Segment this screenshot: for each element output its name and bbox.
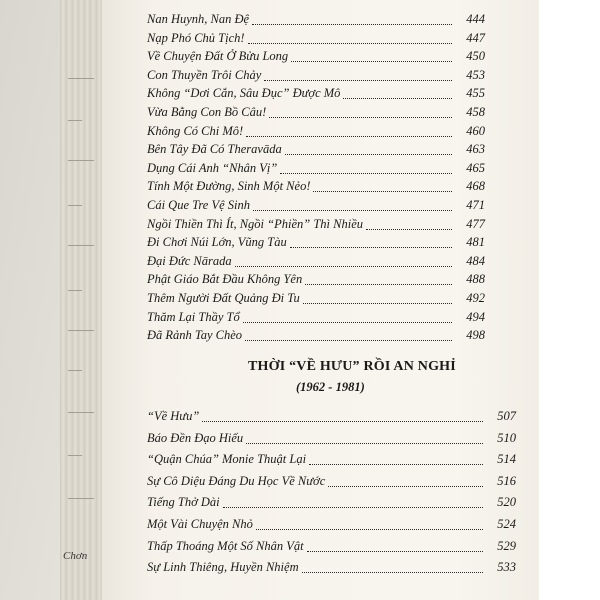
toc-page-number: 465 — [466, 160, 485, 175]
toc-entry-title: Không Có Chi Mô! — [147, 123, 244, 138]
toc-entry — [147, 538, 516, 554]
toc-entry — [147, 409, 516, 424]
page-edge-line — [68, 498, 94, 499]
toc-page-number: 488 — [466, 272, 485, 287]
toc-leader-dots — [303, 303, 452, 304]
toc-entry-title: “Quận Chúa” Monie Thuật Lại — [147, 452, 307, 467]
toc-leader-dots — [305, 284, 452, 285]
toc-entry — [147, 160, 485, 176]
toc-leader-dots — [243, 322, 452, 323]
toc-page-number: 455 — [466, 86, 485, 101]
toc-entry-title: Ngồi Thiền Thì Ít, Ngồi “Phiền” Thì Nhiều — [147, 216, 363, 231]
toc-entry-title: Tính Một Đường, Sinh Một Nẻo! — [147, 179, 311, 194]
toc-leader-dots — [245, 340, 452, 341]
toc-entry-title: Cái Que Tre Vệ Sinh — [147, 198, 251, 212]
toc-entry-title: Đi Chơi Núi Lớn, Vũng Tàu — [147, 235, 287, 250]
toc-leader-dots — [252, 24, 452, 25]
page-edge-line — [68, 455, 82, 456]
toc-entry-title: Một Vài Chuyện Nhỏ — [147, 517, 253, 531]
toc-leader-dots — [223, 507, 483, 508]
section-years: (1962 - 1981) — [296, 380, 365, 394]
page-edge-line — [68, 205, 82, 206]
toc-leader-dots — [307, 551, 483, 552]
toc-page-number: 450 — [466, 49, 485, 64]
toc-page-number: 529 — [497, 538, 516, 553]
toc-page-number: 453 — [466, 67, 485, 82]
page-edge-line — [68, 245, 94, 246]
toc-leader-dots — [285, 154, 452, 155]
toc-entry — [147, 430, 516, 446]
toc-entry-title: Thăm Lại Thầy Tổ — [147, 309, 240, 324]
toc-page-number: 510 — [497, 430, 516, 445]
toc-entry — [147, 179, 485, 194]
toc-page-number: 533 — [497, 560, 516, 575]
toc-entry-title: Tiếng Thở Dài — [147, 495, 220, 510]
toc-entry — [147, 560, 516, 575]
toc-entry — [147, 142, 485, 157]
toc-entry-title: Sự Linh Thiêng, Huyền Nhiệm — [147, 560, 299, 575]
toc-entry — [147, 67, 485, 83]
toc-leader-dots — [202, 421, 483, 422]
toc-entry-title: Không “Dơi Cắn, Sâu Đục” Được Mô — [147, 86, 341, 101]
toc-leader-dots — [291, 61, 452, 62]
toc-entry-title: Đã Rảnh Tay Chèo — [147, 328, 243, 343]
toc-page-number: 514 — [497, 452, 516, 467]
toc-entry-title: Báo Đền Đạo Hiếu — [147, 430, 244, 445]
toc-leader-dots — [246, 136, 452, 137]
toc-entry-title: Dụng Cái Anh “Nhân Vị” — [147, 160, 278, 175]
toc-leader-dots — [264, 80, 452, 81]
toc-entry — [147, 253, 485, 269]
toc-leader-dots — [366, 229, 452, 230]
toc-entry — [147, 30, 485, 46]
toc-page-number: 460 — [466, 123, 485, 138]
toc-leader-dots — [269, 117, 452, 118]
page-edge-line — [68, 78, 94, 79]
toc-page-number: 484 — [466, 253, 485, 268]
toc-leader-dots — [246, 443, 483, 444]
toc-page-number: 468 — [466, 179, 485, 194]
toc-leader-dots — [280, 173, 452, 174]
toc-page-number: 444 — [466, 12, 485, 26]
toc-leader-dots — [343, 98, 452, 99]
toc-leader-dots — [248, 43, 452, 44]
page-edge-line — [68, 290, 82, 291]
toc-entry — [147, 272, 485, 287]
toc-entry-title: Thêm Người Đất Quảng Đi Tu — [147, 291, 300, 305]
section-heading: THỜI “VỀ HƯU” RỒI AN NGHỈ — [248, 359, 456, 374]
toc-entry — [147, 517, 516, 532]
toc-entry-title: Đại Đức Nārada — [147, 253, 232, 268]
toc-leader-dots — [290, 247, 452, 248]
toc-page-number: 520 — [497, 495, 516, 510]
book-page-edges — [60, 0, 103, 600]
toc-entry — [147, 49, 485, 64]
toc-page-number: 498 — [466, 328, 485, 343]
toc-entry — [147, 86, 485, 101]
toc-page-number: 494 — [466, 309, 485, 324]
page-edge-line — [68, 160, 94, 161]
toc-page-number: 463 — [466, 142, 485, 157]
page-edge-line — [68, 120, 82, 121]
toc-entry-title: Thấp Thoáng Một Số Nhân Vật — [147, 538, 304, 553]
toc-page-number: 447 — [466, 30, 485, 45]
toc-page-number: 477 — [466, 216, 485, 231]
toc-entry-title: Con Thuyền Trôi Chảy — [147, 67, 262, 82]
toc-entry-title: Về Chuyện Đất Ở Bửu Long — [147, 49, 289, 64]
toc-entry — [147, 123, 485, 139]
toc-entry-title: Bên Tây Đã Có Theravāda — [147, 142, 282, 157]
toc-entry — [147, 328, 485, 343]
page-edge-text: Chơn — [63, 550, 88, 562]
toc-leader-dots — [256, 529, 483, 530]
toc-page-number: 492 — [466, 291, 485, 305]
toc-entry — [147, 235, 485, 250]
toc-entry — [147, 309, 485, 325]
toc-entry — [147, 495, 516, 510]
page-edge-line — [68, 370, 82, 371]
toc-entry — [147, 105, 485, 120]
toc-entry-title: Vừa Bằng Con Bồ Câu! — [147, 105, 267, 119]
right-margin — [539, 0, 600, 600]
toc-leader-dots — [328, 486, 483, 487]
toc-page-number: 471 — [466, 198, 485, 212]
toc-leader-dots — [302, 572, 483, 573]
toc-entry — [147, 216, 485, 232]
toc-leader-dots — [309, 464, 483, 465]
toc-entry-title: Nan Huynh, Nan Đệ — [147, 12, 250, 26]
toc-leader-dots — [313, 191, 452, 192]
toc-page-number: 507 — [497, 409, 516, 423]
toc-entry-title: Phật Giáo Bắt Đầu Không Yên — [147, 272, 303, 287]
toc-page-number: 481 — [466, 235, 485, 250]
toc-page-number: 458 — [466, 105, 485, 119]
toc-page-number: 516 — [497, 473, 516, 488]
toc-leader-dots — [235, 266, 452, 267]
toc-entry-title: Nạp Phó Chủ Tịch! — [147, 30, 245, 45]
toc-entry — [147, 12, 485, 27]
toc-leader-dots — [253, 210, 452, 211]
page-edge-line — [68, 330, 94, 331]
page-edge-line — [68, 412, 94, 413]
toc-entry-title: “Về Hưu” — [147, 409, 200, 423]
toc-entry — [147, 291, 485, 306]
toc-entry — [147, 198, 485, 213]
toc-page-number: 524 — [497, 517, 516, 531]
toc-entry-title: Sự Cô Diệu Đáng Du Học Về Nước — [147, 473, 326, 488]
toc-entry — [147, 473, 516, 489]
toc-entry — [147, 452, 516, 467]
